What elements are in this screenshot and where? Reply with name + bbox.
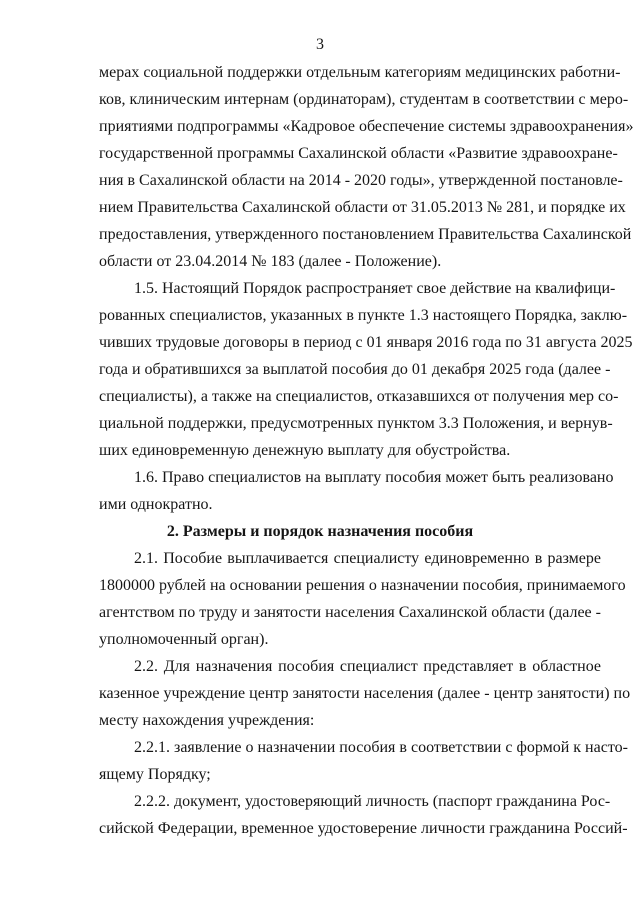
- text-line: государственной программы Сахалинской области «Развитие здравоохране-: [99, 145, 618, 162]
- text-line: сийской Федерации, временное удостоверение личности гражданина Россий-: [99, 820, 628, 837]
- text-line: ими однократно.: [99, 496, 213, 513]
- text-line: нием Правительства Сахалинской области от 31.05.2013 № 281, и порядке их: [99, 199, 626, 216]
- text-line: чивших трудовые договоры в период с 01 января 2016 года по 31 августа 2025: [99, 334, 633, 351]
- text-line: ков, клиническим интернам (ординаторам), студентам в соответствии с меро-: [99, 91, 629, 108]
- text-line: казенное учреждение центр занятости населения (далее - центр занятости) по: [99, 685, 631, 702]
- text-line: специалисты), а также на специалистов, отказавшихся от получения мер со-: [99, 388, 619, 405]
- text-line: циальной поддержки, предусмотренных пунктом 3.3 Положения, и вернув-: [99, 415, 613, 432]
- text-line: ящему Порядку;: [99, 766, 211, 783]
- text-line: предоставления, утвержденного постановлением Правительства Сахалинской: [99, 226, 632, 243]
- text-line: года и обратившихся за выплатой пособия до 01 декабря 2025 года (далее -: [99, 361, 611, 378]
- text-line: 2.2. Для назначения пособия специалист представляет в областное: [134, 658, 601, 675]
- text-line: 2.2.1. заявление о назначении пособия в соответствии с формой к насто-: [134, 739, 628, 756]
- text-line: 1.6. Право специалистов на выплату пособия может быть реализовано: [134, 469, 614, 486]
- text-line: области от 23.04.2014 № 183 (далее - Положение).: [99, 253, 442, 270]
- text-line: 2.2.2. документ, удостоверяющий личность (паспорт гражданина Рос-: [134, 793, 611, 810]
- text-line: агентством по труду и занятости населения Сахалинской области (далее -: [99, 604, 601, 621]
- text-line: 1.5. Настоящий Порядок распространяет свое действие на квалифици-: [134, 280, 616, 297]
- section-heading: 2. Размеры и порядок назначения пособия: [166, 523, 474, 540]
- text-line: мерах социальной поддержки отдельным категориям медицинских работни-: [99, 64, 621, 81]
- text-line: ших единовременную денежную выплату для обустройства.: [99, 442, 511, 459]
- text-line: ния в Сахалинской области на 2014 - 2020 годы», утвержденной постановле-: [99, 172, 623, 189]
- text-line: месту нахождения учреждения:: [99, 712, 315, 729]
- text-line: 2.1. Пособие выплачивается специалисту единовременно в размере: [134, 550, 601, 567]
- page-number: 3: [316, 36, 324, 53]
- text-line: уполномоченный орган).: [99, 631, 269, 648]
- text-line: 1800000 рублей на основании решения о назначении пособия, принимаемого: [99, 577, 626, 594]
- text-line: рованных специалистов, указанных в пункте 1.3 настоящего Порядка, заклю-: [99, 307, 628, 324]
- text-line: приятиями подпрограммы «Кадровое обеспечение системы здравоохранения»: [99, 118, 634, 135]
